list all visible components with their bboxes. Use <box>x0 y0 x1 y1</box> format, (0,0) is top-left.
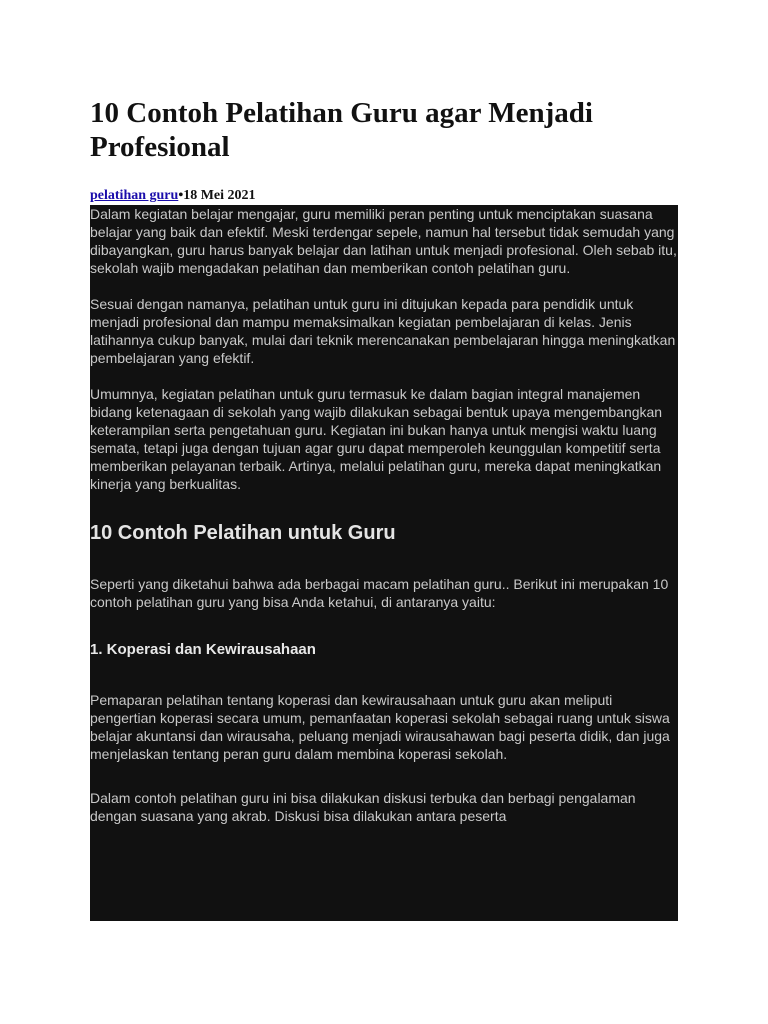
intro-paragraph-2: Sesuai dengan namanya, pelatihan untuk guru ini ditujukan kepada para pendidik untuk menjadi profesional dan mampu memaksimalkan kegiatan pembelajaran di kelas. Jenis latihannya cukup banyak, mulai dari teknik merencanakan pembelajaran hingga meningkatkan pembelajaran yang efektif. <box>90 296 676 366</box>
meta-separator: • <box>178 188 184 203</box>
intro-paragraph-1: Dalam kegiatan belajar mengajar, guru memiliki peran penting untuk menciptakan suasana belajar yang baik dan efektif. Meski terdengar sepele, namun hal tersebut tidak semudah yang dibayangkan, guru harus banyak belajar dan latihan untuk menjadi profesional. Oleh sebab itu, sekolah wajib mengadakan pelatihan dan memberikan contoh pelatihan guru. <box>90 206 677 276</box>
publish-date: 18 Mei 2021 <box>183 188 256 203</box>
section-heading: 10 Contoh Pelatihan untuk Guru <box>90 522 396 544</box>
section-intro: Seperti yang diketahui bahwa ada berbagai macam pelatihan guru.. Berikut ini merupakan 10 contoh pelatihan guru yang bisa Anda ketahui, di antaranya yaitu: <box>90 576 669 610</box>
article-meta <box>90 188 680 204</box>
subheading-koperasi: 1. Koperasi dan Kewirausahaan <box>90 641 316 658</box>
document-page <box>90 0 680 921</box>
koperasi-paragraph-2: Dalam contoh pelatihan guru ini bisa dilakukan diskusi terbuka dan berbagi pengalaman dengan suasana yang akrab. Diskusi bisa dilakukan antara peserta <box>90 790 636 824</box>
koperasi-paragraph-1: Pemaparan pelatihan tentang koperasi dan kewirausahaan untuk guru akan meliputi pengertian koperasi secara umum, pemanfaatan koperasi sekolah sebagai ruang untuk siswa belajar akuntansi dan wirausaha, peluang menjadi wirausahawan bagi peserta didik, dan juga menjelaskan tentang peran guru dalam membina koperasi sekolah. <box>90 692 670 762</box>
article-body <box>90 205 678 921</box>
category-link[interactable]: pelatihan guru <box>90 188 179 203</box>
article-title: 10 Contoh Pelatihan Guru agar Menjadi Profesional <box>90 97 593 163</box>
intro-paragraph-3: Umumnya, kegiatan pelatihan untuk guru termasuk ke dalam bagian integral manajemen bidang ketenagaan di sekolah yang wajib dilakukan sebagai bentuk upaya mengembangkan keterampilan serta pengetahuan guru. Kegiatan ini bukan hanya untuk mengisi waktu luang semata, tetapi juga dengan tujuan agar guru dapat memperoleh keunggulan kompetitif serta memberikan pelayanan terbaik. Artinya, melalui pelatihan guru, mereka dapat meningkatkan kinerja yang berkualitas. <box>90 386 663 492</box>
